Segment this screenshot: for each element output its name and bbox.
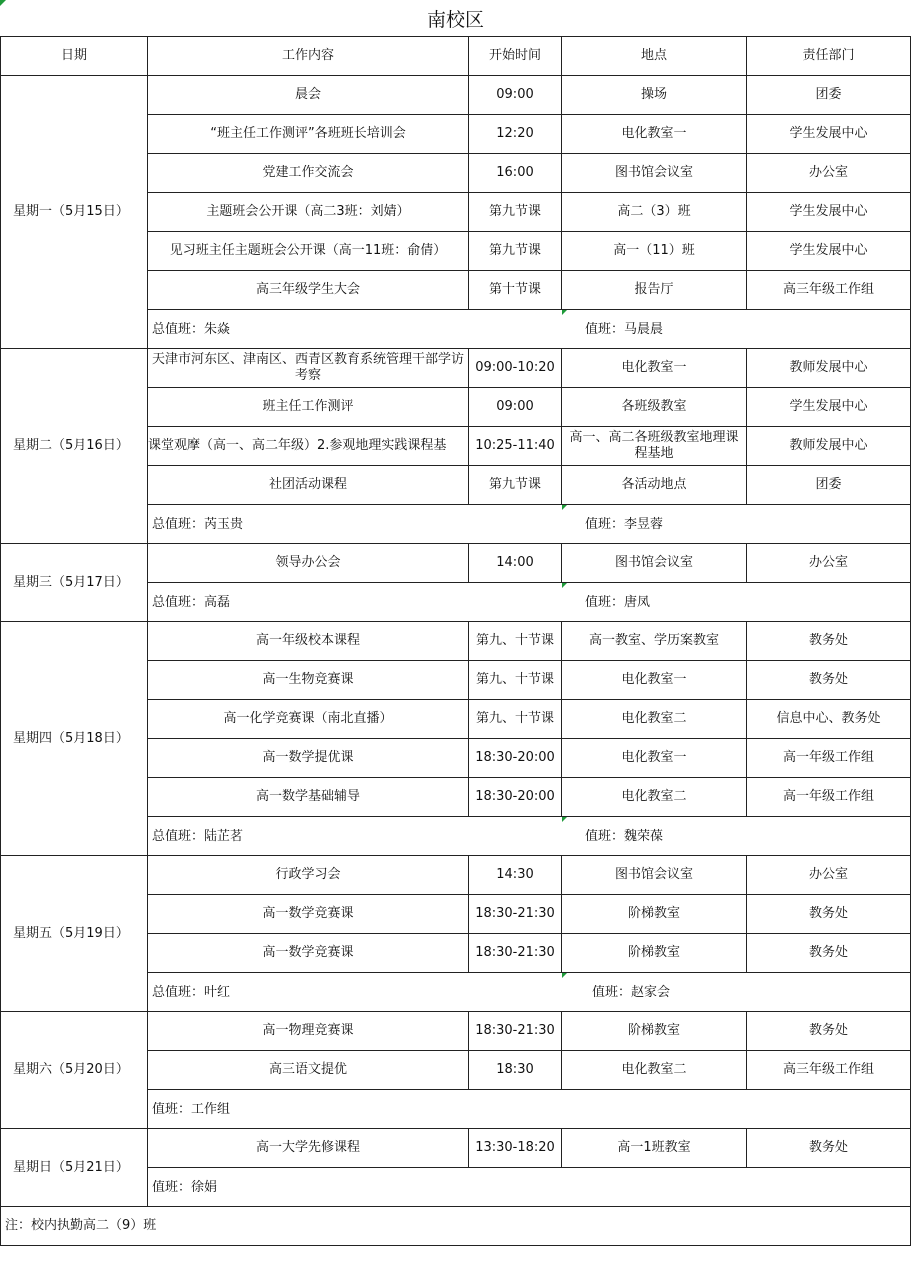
duty-cell	[148, 973, 911, 1012]
time-cell: 18:30-21:30	[469, 1012, 562, 1051]
dept-cell: 教务处	[747, 1012, 911, 1051]
cell-marker-icon	[562, 583, 567, 588]
dept-cell: 办公室	[747, 856, 911, 895]
content-cell: 高一数学竞赛课	[148, 934, 469, 973]
dept-cell: 教务处	[747, 661, 911, 700]
duty-cell	[148, 1090, 911, 1129]
staff-duty-text: 值班：李昱蓉	[585, 517, 664, 532]
location-cell: 阶梯教室	[562, 1012, 747, 1051]
time-cell: 09:00-10:20	[469, 349, 562, 388]
dept-cell: 学生发展中心	[747, 388, 911, 427]
time-cell: 第九、十节课	[469, 622, 562, 661]
content-cell: 高一大学先修课程	[148, 1129, 469, 1168]
header-location: 地点	[562, 37, 747, 76]
location-cell: 阶梯教室	[562, 895, 747, 934]
location-cell: 电化教室二	[562, 1051, 747, 1090]
table-row	[1, 349, 911, 388]
header-row	[1, 37, 911, 76]
location-cell: 电化教室二	[562, 778, 747, 817]
time-cell: 09:00	[469, 76, 562, 115]
staff-duty-text: 值班：赵家会	[592, 985, 671, 1000]
duty-cell	[148, 310, 911, 349]
location-cell: 图书馆会议室	[562, 544, 747, 583]
dept-cell: 高三年级工作组	[747, 1051, 911, 1090]
location-cell: 高一1班教室	[562, 1129, 747, 1168]
lead-duty-text: 总值班：朱焱	[152, 322, 231, 337]
header-content: 工作内容	[148, 37, 469, 76]
time-cell: 09:00	[469, 388, 562, 427]
lead-duty-text: 总值班：高磊	[152, 595, 231, 610]
content-cell: 高一数学竞赛课	[148, 895, 469, 934]
table-row	[1, 544, 911, 583]
time-cell: 第九节课	[469, 232, 562, 271]
location-cell: 高一（11）班	[562, 232, 747, 271]
content-cell: 社团活动课程	[148, 466, 469, 505]
dept-cell: 高三年级工作组	[747, 271, 911, 310]
table-row	[1, 622, 911, 661]
dept-cell: 教务处	[747, 934, 911, 973]
location-cell: 阶梯教室	[562, 934, 747, 973]
header-date: 日期	[1, 37, 148, 76]
time-cell: 12:20	[469, 115, 562, 154]
dept-cell: 团委	[747, 76, 911, 115]
location-cell: 高一教室、学历案教室	[562, 622, 747, 661]
cell-marker-icon	[562, 310, 567, 315]
page-title: 南校区	[426, 9, 484, 31]
time-cell: 18:30-21:30	[469, 895, 562, 934]
content-cell: 天津市河东区、津南区、西青区教育系统管理干部学访考察	[148, 349, 469, 388]
day-cell: 星期二（5月16日）	[1, 349, 148, 544]
table-row	[1, 1012, 911, 1051]
location-cell: 图书馆会议室	[562, 856, 747, 895]
time-cell: 第九、十节课	[469, 661, 562, 700]
cell-marker-icon	[562, 817, 567, 822]
staff-duty-text: 值班：唐凤	[585, 595, 651, 610]
content-cell: 主题班会公开课（高二3班：刘婧）	[148, 193, 469, 232]
content-cell: 高三语文提优	[148, 1051, 469, 1090]
footnote-row	[1, 1207, 911, 1246]
staff-duty-text: 值班：马晨晨	[585, 322, 664, 337]
day-cell: 星期日（5月21日）	[1, 1129, 148, 1207]
location-cell: 电化教室一	[562, 739, 747, 778]
content-cell: 班主任工作测评	[148, 388, 469, 427]
location-cell: 报告厅	[562, 271, 747, 310]
content-cell: 高一数学提优课	[148, 739, 469, 778]
table-row	[1, 1129, 911, 1168]
duty-cell	[148, 817, 911, 856]
table-row	[1, 76, 911, 115]
lead-duty-text: 值班：工作组	[152, 1102, 231, 1117]
location-cell: 操场	[562, 76, 747, 115]
content-cell: 党建工作交流会	[148, 154, 469, 193]
dept-cell: 高一年级工作组	[747, 739, 911, 778]
lead-duty-text: 值班：徐娟	[152, 1180, 218, 1195]
time-cell: 14:00	[469, 544, 562, 583]
day-cell: 星期一（5月15日）	[1, 76, 148, 349]
duty-cell	[148, 1168, 911, 1207]
dept-cell: 办公室	[747, 154, 911, 193]
content-cell: 高三年级学生大会	[148, 271, 469, 310]
location-cell: 图书馆会议室	[562, 154, 747, 193]
location-cell: 电化教室一	[562, 115, 747, 154]
day-cell: 星期四（5月18日）	[1, 622, 148, 856]
dept-cell: 教务处	[747, 895, 911, 934]
location-cell: 电化教室一	[562, 349, 747, 388]
header-dept: 责任部门	[747, 37, 911, 76]
day-cell: 星期三（5月17日）	[1, 544, 148, 622]
location-cell: 各活动地点	[562, 466, 747, 505]
time-cell: 18:30	[469, 1051, 562, 1090]
cell-marker-icon	[562, 973, 567, 978]
dept-cell: 教师发展中心	[747, 427, 911, 466]
day-cell: 星期五（5月19日）	[1, 856, 148, 1012]
cell-marker-icon	[562, 505, 567, 510]
dept-cell: 学生发展中心	[747, 193, 911, 232]
dept-cell: 高一年级工作组	[747, 778, 911, 817]
duty-cell	[148, 583, 911, 622]
time-cell: 10:25-11:40	[469, 427, 562, 466]
dept-cell: 团委	[747, 466, 911, 505]
time-cell: 18:30-21:30	[469, 934, 562, 973]
day-cell: 星期六（5月20日）	[1, 1012, 148, 1129]
duty-cell	[148, 505, 911, 544]
content-cell: 课堂观摩（高一、高二年级）2.参观地理实践课程基	[148, 427, 469, 466]
time-cell: 第九节课	[469, 466, 562, 505]
location-cell: 电化教室一	[562, 661, 747, 700]
content-cell: 晨会	[148, 76, 469, 115]
content-cell: 高一物理竞赛课	[148, 1012, 469, 1051]
time-cell: 第九节课	[469, 193, 562, 232]
time-cell: 14:30	[469, 856, 562, 895]
dept-cell: 教师发展中心	[747, 349, 911, 388]
staff-duty-text: 值班：魏荣葆	[585, 829, 664, 844]
footnote: 注：校内执勤高二（9）班	[1, 1207, 911, 1246]
content-cell: 行政学习会	[148, 856, 469, 895]
dept-cell: 办公室	[747, 544, 911, 583]
content-cell: 领导办公会	[148, 544, 469, 583]
lead-duty-text: 总值班：陆芷茗	[152, 829, 244, 844]
dept-cell: 教务处	[747, 622, 911, 661]
location-cell: 电化教室二	[562, 700, 747, 739]
time-cell: 第九、十节课	[469, 700, 562, 739]
content-cell: 高一化学竞赛课（南北直播）	[148, 700, 469, 739]
time-cell: 18:30-20:00	[469, 739, 562, 778]
dept-cell: 学生发展中心	[747, 115, 911, 154]
content-cell: 高一年级校本课程	[148, 622, 469, 661]
schedule-table	[0, 36, 911, 1246]
location-cell: 高二（3）班	[562, 193, 747, 232]
time-cell: 13:30-18:20	[469, 1129, 562, 1168]
content-cell: 高一数学基础辅导	[148, 778, 469, 817]
time-cell: 16:00	[469, 154, 562, 193]
location-cell: 各班级教室	[562, 388, 747, 427]
lead-duty-text: 总值班：叶红	[152, 985, 231, 1000]
location-cell: 高一、高二各班级教室地理课程基地	[562, 427, 747, 466]
time-cell: 18:30-20:00	[469, 778, 562, 817]
header-time: 开始时间	[469, 37, 562, 76]
lead-duty-text: 总值班：芮玉贵	[152, 517, 244, 532]
dept-cell: 学生发展中心	[747, 232, 911, 271]
schedule-body	[1, 37, 911, 1246]
content-cell: 见习班主任主题班会公开课（高一11班：俞倩）	[148, 232, 469, 271]
dept-cell: 教务处	[747, 1129, 911, 1168]
table-row	[1, 856, 911, 895]
dept-cell: 信息中心、教务处	[747, 700, 911, 739]
time-cell: 第十节课	[469, 271, 562, 310]
content-cell: “班主任工作测评”各班班长培训会	[148, 115, 469, 154]
content-cell: 高一生物竞赛课	[148, 661, 469, 700]
